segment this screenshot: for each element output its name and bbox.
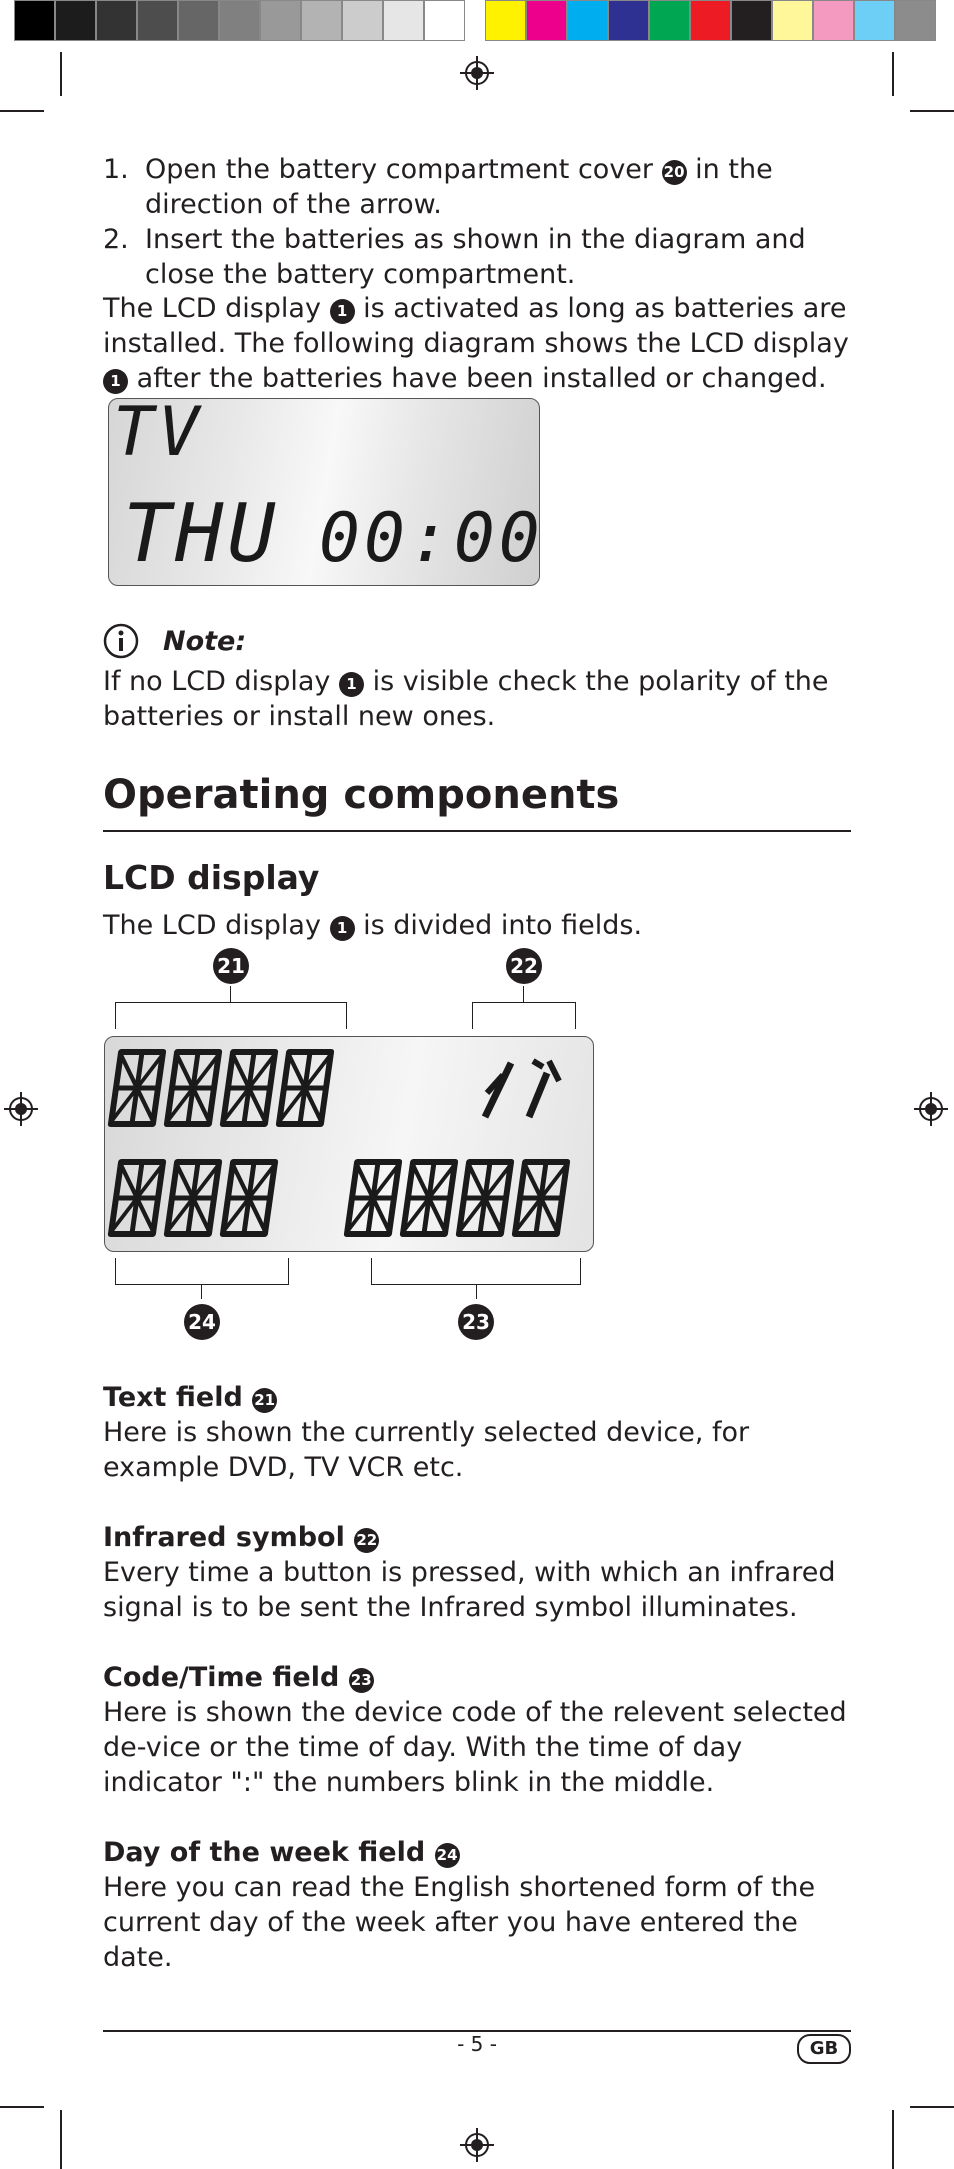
- swatch: [608, 0, 649, 41]
- intro-text: after the batteries have been installed or changed.: [128, 363, 827, 394]
- reference-number: 21: [252, 1388, 277, 1413]
- section-title: Operating components: [103, 772, 620, 818]
- registration-mark-icon: [914, 1092, 948, 1126]
- lcd-example-display: [108, 393, 544, 586]
- crop-mark: [0, 110, 44, 112]
- callout-21: 21: [213, 948, 249, 984]
- crop-mark: [60, 2110, 62, 2169]
- crop-mark: [910, 110, 954, 112]
- swatch: [14, 0, 55, 41]
- field-description: [103, 1660, 863, 1800]
- text-field-segment: [220, 1049, 279, 1127]
- swatch: [137, 0, 178, 41]
- time-field-segment: [344, 1159, 403, 1237]
- field-body: Here you can read the English shortened form of the current day of the week after you have entered the date.: [103, 1872, 816, 1973]
- bracket-day-field: [115, 1258, 289, 1285]
- swatch: [854, 0, 895, 41]
- swatch: [526, 0, 567, 41]
- field-title: Text field: [103, 1382, 253, 1413]
- swatch: [383, 0, 424, 41]
- swatch: [567, 0, 608, 41]
- note-text-part: is visible check the polarity of the batteries or install new ones.: [103, 666, 829, 732]
- swatch: [649, 0, 690, 41]
- bracket-infrared: [472, 1002, 576, 1029]
- time-field-segment: [400, 1159, 459, 1237]
- field-body: Here is shown the device code of the relevent selected de-vice or the time of day. With the time of day indicator ":" the numbers blink in the middle.: [103, 1697, 847, 1798]
- note-box: [103, 622, 863, 734]
- field-title: Infrared symbol: [103, 1522, 355, 1553]
- bracket-leader: [201, 1285, 202, 1299]
- field-body: Every time a button is pressed, with which an infrared signal is to be sent the Infrared symbol illuminates.: [103, 1557, 836, 1623]
- intro-text: The LCD display: [103, 293, 330, 324]
- reference-number: 20: [662, 160, 687, 185]
- step-number: 2.: [103, 224, 129, 255]
- registration-mark-icon: [460, 56, 494, 90]
- step-text: Open the battery compartment cover: [145, 154, 662, 185]
- field-description: [103, 1380, 863, 1485]
- registration-mark-icon: [4, 1092, 38, 1126]
- crop-mark: [60, 52, 62, 96]
- swatch: [690, 0, 731, 41]
- instruction-steps: [103, 152, 863, 292]
- bracket-leader: [523, 986, 524, 1002]
- gray-color-bar: [14, 0, 465, 44]
- reference-number: 24: [435, 1843, 460, 1868]
- field-description: [103, 1835, 863, 1975]
- text-field-segment: [276, 1049, 335, 1127]
- text-field-segment: [108, 1049, 167, 1127]
- swatch: [55, 0, 96, 41]
- swatch: [485, 0, 526, 41]
- page-number: - 5 -: [457, 2032, 497, 2056]
- swatch: [96, 0, 137, 41]
- step-number: 1.: [103, 154, 129, 185]
- intro-paragraph: [103, 291, 863, 396]
- note-text-part: If no LCD display: [103, 666, 339, 697]
- list-item: [103, 222, 863, 292]
- day-field-segment: [220, 1159, 279, 1237]
- swatch: [301, 0, 342, 41]
- lcd-fields-diagram: [104, 1036, 594, 1252]
- subsection-title: LCD display: [103, 858, 320, 897]
- reference-number: 23: [349, 1668, 374, 1693]
- swatch: [731, 0, 772, 41]
- swatch: [219, 0, 260, 41]
- reference-number: 22: [354, 1528, 379, 1553]
- day-field-segment: [108, 1159, 167, 1237]
- lcd-day-text: THU: [123, 487, 280, 580]
- crop-mark: [910, 2106, 954, 2108]
- field-body: Here is shown the currently selected device, for example DVD, TV VCR etc.: [103, 1417, 750, 1483]
- reference-number: 1: [330, 299, 355, 324]
- lcd-intro-part: is divided into fields.: [354, 910, 643, 941]
- section-rule: [103, 830, 851, 832]
- note-title: Note:: [163, 625, 247, 657]
- field-title: Day of the week field: [103, 1837, 435, 1868]
- language-badge: GB: [797, 2034, 851, 2064]
- time-field-segment: [512, 1159, 571, 1237]
- swatch: [813, 0, 854, 41]
- day-field-segment: [164, 1159, 223, 1237]
- bracket-text-field: [115, 1002, 347, 1029]
- swatch: [342, 0, 383, 41]
- infrared-symbol-icon: [477, 1053, 567, 1123]
- info-icon: [103, 623, 139, 659]
- reference-number: 1: [103, 369, 128, 394]
- crop-mark: [892, 52, 894, 96]
- lcd-device-text: TV: [113, 393, 203, 472]
- callout-22: 22: [506, 948, 542, 984]
- intro-text: is activated as long as batteries are installed. The following diagram shows the LCD display: [103, 293, 849, 359]
- registration-mark-icon: [460, 2128, 494, 2162]
- bracket-time-field: [371, 1258, 581, 1285]
- lcd-intro-part: The LCD display: [103, 910, 330, 941]
- bracket-leader: [230, 986, 231, 1002]
- field-title: Code/Time field: [103, 1662, 349, 1693]
- crop-mark: [892, 2110, 894, 2169]
- step-text: in the direction of the arrow.: [145, 154, 773, 220]
- process-color-bar: [485, 0, 936, 44]
- callout-23: 23: [458, 1304, 494, 1340]
- swatch: [178, 0, 219, 41]
- swatch: [260, 0, 301, 41]
- crop-mark: [0, 2106, 44, 2108]
- swatch: [424, 0, 465, 41]
- reference-number: 1: [330, 916, 355, 941]
- time-field-segment: [456, 1159, 515, 1237]
- swatch: [772, 0, 813, 41]
- lcd-intro-text: [103, 908, 863, 943]
- bracket-leader: [476, 1285, 477, 1299]
- reference-number: 1: [339, 672, 364, 697]
- step-text: Insert the batteries as shown in the diagram and close the battery compartment.: [145, 224, 806, 290]
- field-description: [103, 1520, 863, 1625]
- swatch: [895, 0, 936, 41]
- text-field-segment: [164, 1049, 223, 1127]
- list-item: [103, 152, 863, 222]
- callout-24: 24: [184, 1304, 220, 1340]
- lcd-time-text: 00:00: [319, 499, 544, 578]
- note-text: [103, 664, 863, 734]
